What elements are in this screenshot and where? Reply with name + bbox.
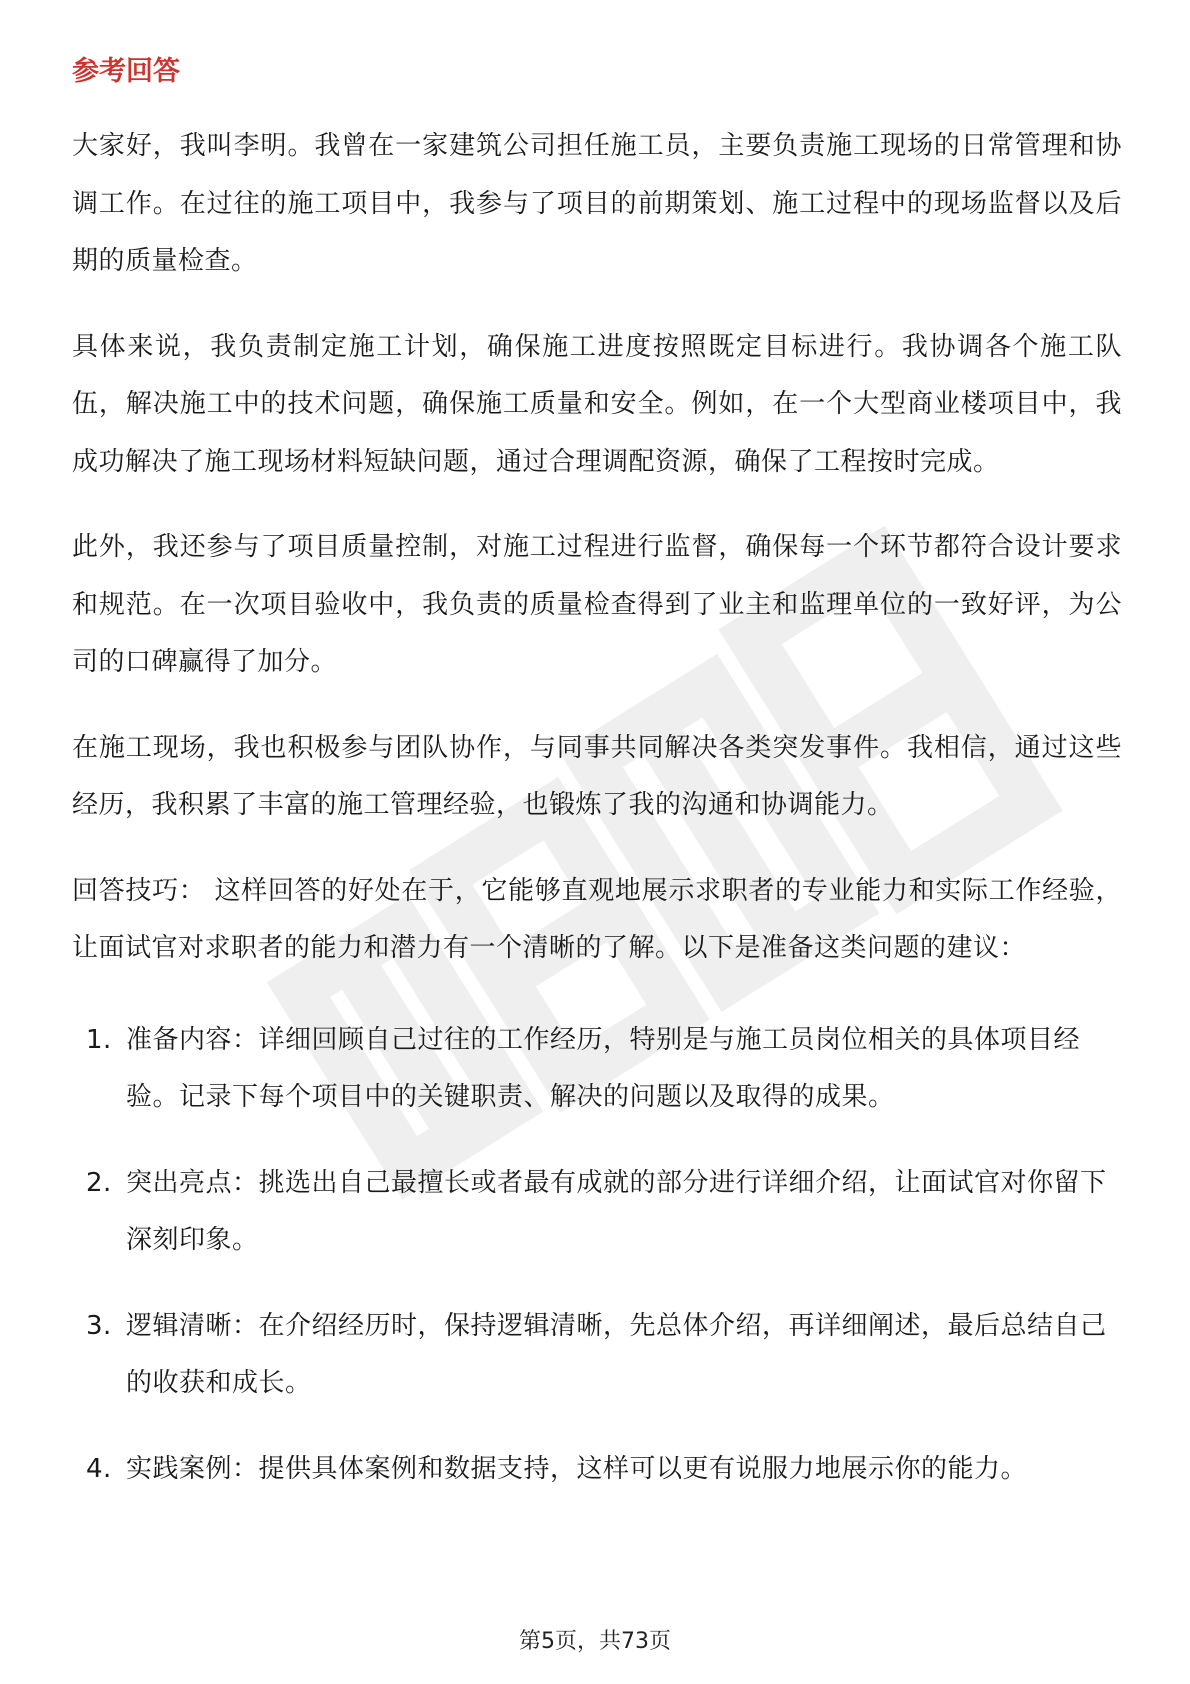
- answer-paragraph-1: 大家好，我叫李明。我曾在一家建筑公司担任施工员，主要负责施工现场的日常管理和协调工作。在过往的施工项目中，我参与了项目的前期策划、施工过程中的现场监督以及后期的质量检查。: [72, 131, 1122, 276]
- tip-text: 准备内容：详细回顾自己过往的工作经历，特别是与施工员岗位相关的具体项目经验。记录下每个项目中的关键职责、解决的问题以及取得的成果。: [126, 1024, 1081, 1112]
- page-footer: 第5页，共73页: [519, 1629, 671, 1654]
- tips-intro: 回答技巧： 这样回答的好处在于，它能够直观地展示求职者的专业能力和实际工作经验，让面试官对求职者的能力和潜力有一个清晰的了解。以下是准备这类问题的建议：: [72, 875, 1122, 963]
- tip-item: [72, 1012, 1122, 1127]
- tip-item: [72, 1441, 1122, 1499]
- tip-number: 1.: [86, 1024, 112, 1055]
- tip-item: [72, 1155, 1122, 1270]
- tip-item: [72, 1298, 1122, 1413]
- section-title: 参考回答: [72, 56, 180, 87]
- tip-number: 2.: [86, 1167, 112, 1198]
- tip-number: 4.: [86, 1453, 112, 1484]
- main-content: [72, 48, 1122, 1526]
- tip-text: 实践案例：提供具体案例和数据支持，这样可以更有说服力地展示你的能力。: [126, 1453, 1028, 1484]
- tips-list: [72, 1012, 1122, 1499]
- tip-text: 逻辑清晰：在介绍经历时，保持逻辑清晰，先总体介绍，再详细阐述，最后总结自己的收获和成长。: [126, 1310, 1107, 1398]
- answer-paragraph-2: 具体来说，我负责制定施工计划，确保施工进度按照既定目标进行。我协调各个施工队伍，解决施工中的技术问题，确保施工质量和安全。例如，在一个大型商业楼项目中，我成功解决了施工现场材料短缺问题，通过合理调配资源，确保了工程按时完成。: [72, 331, 1122, 477]
- answer-paragraph-3: 此外，我还参与了项目质量控制，对施工过程进行监督，确保每一个环节都符合设计要求和规范。在一次项目验收中，我负责的质量检查得到了业主和监理单位的一致好评，为公司的口碑赢得了加分。: [72, 532, 1122, 677]
- tip-text: 突出亮点：挑选出自己最擅长或者最有成就的部分进行详细介绍，让面试官对你留下深刻印象。: [126, 1167, 1107, 1255]
- tip-number: 3.: [86, 1310, 112, 1341]
- answer-paragraph-4: 在施工现场，我也积极参与团队协作，与同事共同解决各类突发事件。我相信，通过这些经历，我积累了丰富的施工管理经验，也锻炼了我的沟通和协调能力。: [72, 732, 1122, 820]
